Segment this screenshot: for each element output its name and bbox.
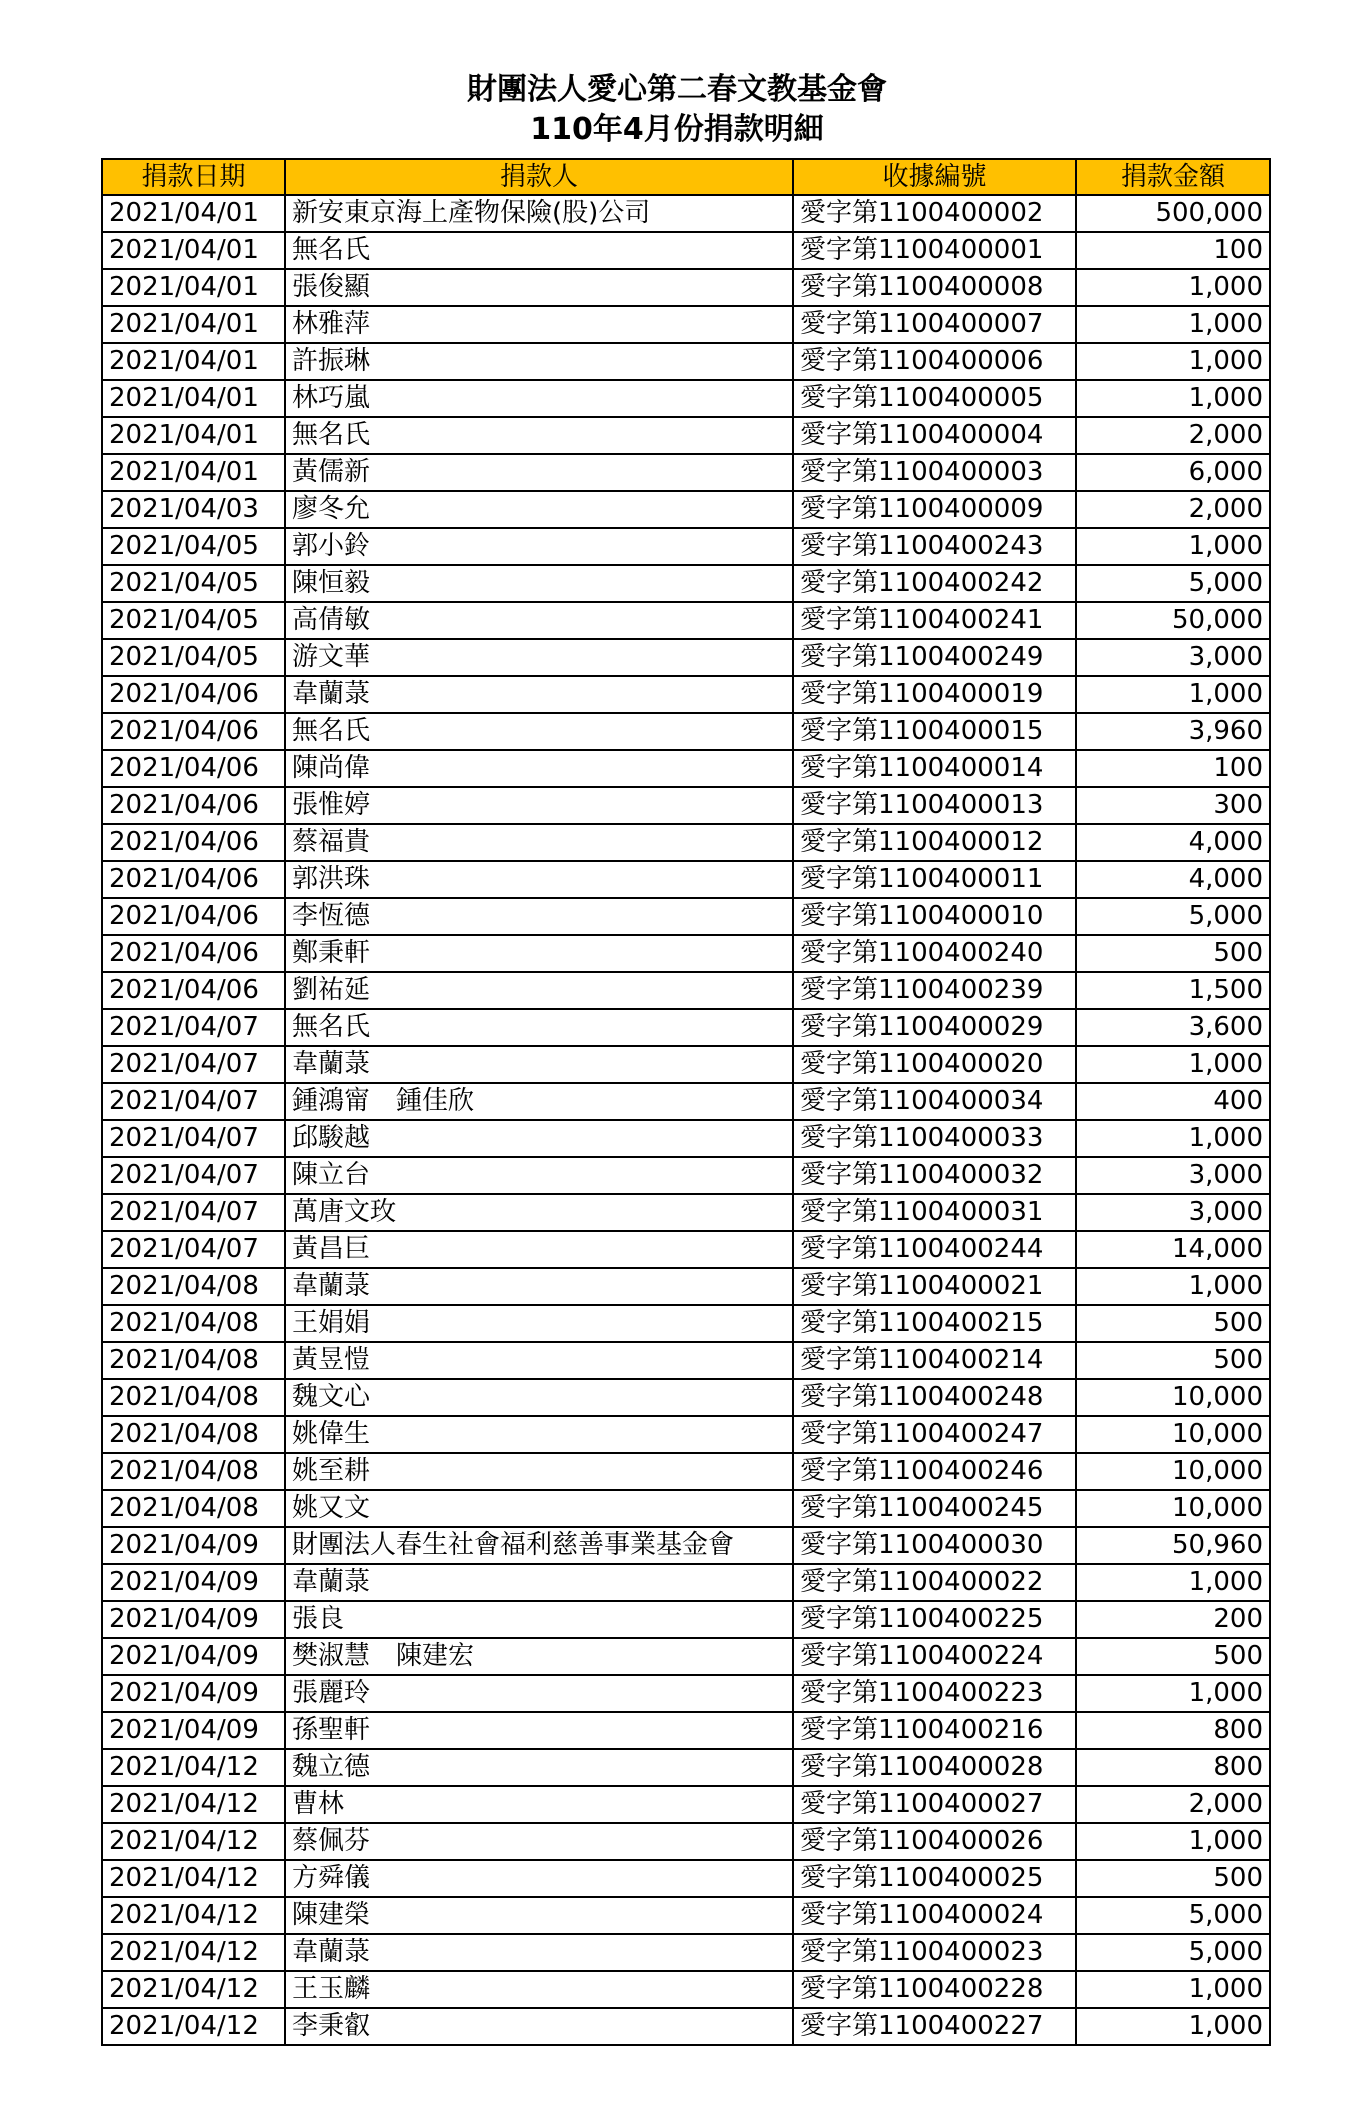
table-row — [102, 1268, 1270, 1305]
cell-date: 2021/04/09 — [102, 1564, 285, 1601]
cell-donor: 無名氏 — [285, 1009, 793, 1046]
cell-receipt-number: 愛字第1100400003 — [793, 454, 1076, 491]
cell-donor: 郭洪珠 — [285, 861, 793, 898]
table-body — [102, 195, 1270, 2045]
cell-date: 2021/04/05 — [102, 602, 285, 639]
cell-receipt-number: 愛字第1100400019 — [793, 676, 1076, 713]
cell-donor: 蔡福貴 — [285, 824, 793, 861]
cell-donor: 張俊顯 — [285, 269, 793, 306]
cell-amount: 500 — [1076, 1305, 1270, 1342]
cell-amount: 1,000 — [1076, 306, 1270, 343]
cell-amount: 500 — [1076, 1638, 1270, 1675]
cell-donor: 無名氏 — [285, 417, 793, 454]
cell-receipt-number: 愛字第1100400010 — [793, 898, 1076, 935]
table-row — [102, 1379, 1270, 1416]
cell-amount: 1,000 — [1076, 528, 1270, 565]
cell-receipt-number: 愛字第1100400029 — [793, 1009, 1076, 1046]
cell-amount: 1,000 — [1076, 676, 1270, 713]
cell-receipt-number: 愛字第1100400032 — [793, 1157, 1076, 1194]
cell-amount: 10,000 — [1076, 1416, 1270, 1453]
table-row — [102, 565, 1270, 602]
cell-receipt-number: 愛字第1100400012 — [793, 824, 1076, 861]
cell-amount: 1,000 — [1076, 380, 1270, 417]
cell-amount: 2,000 — [1076, 417, 1270, 454]
table-row — [102, 528, 1270, 565]
cell-date: 2021/04/06 — [102, 787, 285, 824]
cell-amount: 50,000 — [1076, 602, 1270, 639]
cell-receipt-number: 愛字第1100400024 — [793, 1897, 1076, 1934]
cell-date: 2021/04/07 — [102, 1231, 285, 1268]
table-row — [102, 676, 1270, 713]
table-row — [102, 232, 1270, 269]
header-donor: 捐款人 — [285, 159, 793, 195]
table-row — [102, 417, 1270, 454]
table-row — [102, 491, 1270, 528]
cell-date: 2021/04/06 — [102, 713, 285, 750]
cell-receipt-number: 愛字第1100400243 — [793, 528, 1076, 565]
cell-date: 2021/04/12 — [102, 1786, 285, 1823]
cell-date: 2021/04/08 — [102, 1342, 285, 1379]
cell-receipt-number: 愛字第1100400216 — [793, 1712, 1076, 1749]
table-row — [102, 602, 1270, 639]
cell-receipt-number: 愛字第1100400225 — [793, 1601, 1076, 1638]
table-row — [102, 1860, 1270, 1897]
cell-receipt-number: 愛字第1100400249 — [793, 639, 1076, 676]
cell-receipt-number: 愛字第1100400215 — [793, 1305, 1076, 1342]
header-receipt: 收據編號 — [793, 159, 1076, 195]
table-row — [102, 195, 1270, 232]
table-row — [102, 1157, 1270, 1194]
cell-date: 2021/04/07 — [102, 1120, 285, 1157]
cell-donor: 韋蘭菉 — [285, 1046, 793, 1083]
cell-date: 2021/04/05 — [102, 528, 285, 565]
cell-date: 2021/04/01 — [102, 269, 285, 306]
cell-donor: 魏立德 — [285, 1749, 793, 1786]
cell-receipt-number: 愛字第1100400244 — [793, 1231, 1076, 1268]
donation-table — [101, 158, 1271, 2046]
cell-date: 2021/04/07 — [102, 1194, 285, 1231]
table-row — [102, 972, 1270, 1009]
cell-donor: 張麗玲 — [285, 1675, 793, 1712]
cell-receipt-number: 愛字第1100400034 — [793, 1083, 1076, 1120]
cell-amount: 1,000 — [1076, 269, 1270, 306]
table-row — [102, 1749, 1270, 1786]
cell-date: 2021/04/01 — [102, 306, 285, 343]
cell-date: 2021/04/01 — [102, 195, 285, 232]
cell-receipt-number: 愛字第1100400023 — [793, 1934, 1076, 1971]
cell-receipt-number: 愛字第1100400027 — [793, 1786, 1076, 1823]
cell-date: 2021/04/06 — [102, 676, 285, 713]
cell-donor: 姚至耕 — [285, 1453, 793, 1490]
cell-receipt-number: 愛字第1100400031 — [793, 1194, 1076, 1231]
cell-donor: 樊淑慧 陳建宏 — [285, 1638, 793, 1675]
cell-amount: 500,000 — [1076, 195, 1270, 232]
cell-amount: 3,000 — [1076, 1157, 1270, 1194]
cell-amount: 500 — [1076, 1342, 1270, 1379]
cell-amount: 1,000 — [1076, 1120, 1270, 1157]
cell-receipt-number: 愛字第1100400214 — [793, 1342, 1076, 1379]
cell-amount: 400 — [1076, 1083, 1270, 1120]
cell-donor: 陳建榮 — [285, 1897, 793, 1934]
cell-donor: 韋蘭菉 — [285, 1934, 793, 1971]
cell-donor: 王玉麟 — [285, 1971, 793, 2008]
cell-date: 2021/04/06 — [102, 750, 285, 787]
cell-donor: 邱駿越 — [285, 1120, 793, 1157]
cell-donor: 黃昌巨 — [285, 1231, 793, 1268]
table-row — [102, 1675, 1270, 1712]
cell-date: 2021/04/12 — [102, 1897, 285, 1934]
cell-donor: 陳恒毅 — [285, 565, 793, 602]
cell-donor: 鄭秉軒 — [285, 935, 793, 972]
cell-donor: 李恆德 — [285, 898, 793, 935]
document-title: 財團法人愛心第二春文教基金會 — [467, 72, 887, 107]
cell-donor: 姚偉生 — [285, 1416, 793, 1453]
cell-donor: 張良 — [285, 1601, 793, 1638]
cell-date: 2021/04/01 — [102, 454, 285, 491]
cell-date: 2021/04/06 — [102, 824, 285, 861]
cell-donor: 高倩敏 — [285, 602, 793, 639]
table-header-row — [102, 159, 1270, 195]
cell-receipt-number: 愛字第1100400009 — [793, 491, 1076, 528]
cell-amount: 1,000 — [1076, 1564, 1270, 1601]
cell-donor: 許振琳 — [285, 343, 793, 380]
cell-amount: 500 — [1076, 1860, 1270, 1897]
cell-donor: 陳立台 — [285, 1157, 793, 1194]
cell-receipt-number: 愛字第1100400224 — [793, 1638, 1076, 1675]
table-row — [102, 1120, 1270, 1157]
cell-date: 2021/04/07 — [102, 1046, 285, 1083]
table-row — [102, 639, 1270, 676]
cell-date: 2021/04/12 — [102, 1823, 285, 1860]
cell-donor: 陳尚偉 — [285, 750, 793, 787]
cell-date: 2021/04/06 — [102, 898, 285, 935]
cell-date: 2021/04/08 — [102, 1268, 285, 1305]
cell-amount: 100 — [1076, 750, 1270, 787]
table-row — [102, 1305, 1270, 1342]
cell-donor: 魏文心 — [285, 1379, 793, 1416]
cell-amount: 500 — [1076, 935, 1270, 972]
document-subtitle: 110年4月份捐款明細 — [530, 112, 824, 147]
table-row — [102, 1823, 1270, 1860]
cell-amount: 5,000 — [1076, 1934, 1270, 1971]
cell-date: 2021/04/07 — [102, 1157, 285, 1194]
cell-date: 2021/04/09 — [102, 1638, 285, 1675]
cell-donor: 方舜儀 — [285, 1860, 793, 1897]
cell-amount: 1,000 — [1076, 1268, 1270, 1305]
cell-amount: 5,000 — [1076, 1897, 1270, 1934]
cell-donor: 韋蘭菉 — [285, 1564, 793, 1601]
cell-amount: 5,000 — [1076, 898, 1270, 935]
cell-receipt-number: 愛字第1100400008 — [793, 269, 1076, 306]
table-row — [102, 1897, 1270, 1934]
cell-donor: 萬唐文玫 — [285, 1194, 793, 1231]
cell-amount: 800 — [1076, 1749, 1270, 1786]
cell-donor: 曹林 — [285, 1786, 793, 1823]
cell-receipt-number: 愛字第1100400248 — [793, 1379, 1076, 1416]
cell-date: 2021/04/09 — [102, 1712, 285, 1749]
cell-donor: 林巧嵐 — [285, 380, 793, 417]
table-row — [102, 1231, 1270, 1268]
cell-amount: 3,000 — [1076, 1194, 1270, 1231]
cell-amount: 10,000 — [1076, 1379, 1270, 1416]
cell-donor: 黃儒新 — [285, 454, 793, 491]
table-row — [102, 1416, 1270, 1453]
cell-date: 2021/04/06 — [102, 972, 285, 1009]
cell-receipt-number: 愛字第1100400033 — [793, 1120, 1076, 1157]
table-row — [102, 935, 1270, 972]
table-row — [102, 1786, 1270, 1823]
cell-donor: 張惟婷 — [285, 787, 793, 824]
table-row — [102, 861, 1270, 898]
table-row — [102, 380, 1270, 417]
cell-donor: 無名氏 — [285, 232, 793, 269]
document-header — [0, 70, 1354, 150]
cell-date: 2021/04/07 — [102, 1009, 285, 1046]
table-row — [102, 824, 1270, 861]
cell-receipt-number: 愛字第1100400247 — [793, 1416, 1076, 1453]
cell-date: 2021/04/01 — [102, 343, 285, 380]
cell-date: 2021/04/03 — [102, 491, 285, 528]
cell-receipt-number: 愛字第1100400227 — [793, 2008, 1076, 2045]
cell-amount: 1,000 — [1076, 1823, 1270, 1860]
cell-date: 2021/04/09 — [102, 1527, 285, 1564]
header-amount: 捐款金額 — [1076, 159, 1270, 195]
table-row — [102, 1527, 1270, 1564]
cell-amount: 10,000 — [1076, 1490, 1270, 1527]
cell-amount: 10,000 — [1076, 1453, 1270, 1490]
cell-donor: 郭小鈴 — [285, 528, 793, 565]
table-row — [102, 1046, 1270, 1083]
table-row — [102, 343, 1270, 380]
header-date: 捐款日期 — [102, 159, 285, 195]
cell-receipt-number: 愛字第1100400240 — [793, 935, 1076, 972]
cell-amount: 100 — [1076, 232, 1270, 269]
cell-receipt-number: 愛字第1100400004 — [793, 417, 1076, 454]
cell-date: 2021/04/05 — [102, 639, 285, 676]
cell-receipt-number: 愛字第1100400011 — [793, 861, 1076, 898]
cell-receipt-number: 愛字第1100400246 — [793, 1453, 1076, 1490]
cell-date: 2021/04/12 — [102, 2008, 285, 2045]
table-row — [102, 1342, 1270, 1379]
cell-donor: 韋蘭菉 — [285, 676, 793, 713]
table-row — [102, 1934, 1270, 1971]
table-row — [102, 713, 1270, 750]
cell-donor: 李秉叡 — [285, 2008, 793, 2045]
cell-amount: 50,960 — [1076, 1527, 1270, 1564]
cell-receipt-number: 愛字第1100400030 — [793, 1527, 1076, 1564]
cell-amount: 4,000 — [1076, 824, 1270, 861]
table-row — [102, 1490, 1270, 1527]
cell-date: 2021/04/01 — [102, 380, 285, 417]
cell-amount: 1,000 — [1076, 343, 1270, 380]
table-row — [102, 269, 1270, 306]
cell-receipt-number: 愛字第1100400026 — [793, 1823, 1076, 1860]
cell-date: 2021/04/08 — [102, 1490, 285, 1527]
cell-amount: 1,000 — [1076, 2008, 1270, 2045]
cell-date: 2021/04/09 — [102, 1675, 285, 1712]
cell-receipt-number: 愛字第1100400223 — [793, 1675, 1076, 1712]
cell-donor: 財團法人春生社會福利慈善事業基金會 — [285, 1527, 793, 1564]
cell-receipt-number: 愛字第1100400001 — [793, 232, 1076, 269]
cell-amount: 200 — [1076, 1601, 1270, 1638]
cell-donor: 黃昱愷 — [285, 1342, 793, 1379]
cell-date: 2021/04/06 — [102, 861, 285, 898]
cell-receipt-number: 愛字第1100400242 — [793, 565, 1076, 602]
cell-date: 2021/04/01 — [102, 417, 285, 454]
table-row — [102, 1971, 1270, 2008]
table-row — [102, 1083, 1270, 1120]
table-row — [102, 1712, 1270, 1749]
cell-donor: 姚又文 — [285, 1490, 793, 1527]
table-row — [102, 898, 1270, 935]
cell-amount: 1,000 — [1076, 1971, 1270, 2008]
cell-donor: 林雅萍 — [285, 306, 793, 343]
cell-amount: 3,960 — [1076, 713, 1270, 750]
cell-date: 2021/04/12 — [102, 1971, 285, 2008]
cell-receipt-number: 愛字第1100400014 — [793, 750, 1076, 787]
cell-donor: 鍾鴻甯 鍾佳欣 — [285, 1083, 793, 1120]
cell-receipt-number: 愛字第1100400013 — [793, 787, 1076, 824]
cell-receipt-number: 愛字第1100400241 — [793, 602, 1076, 639]
cell-donor: 孫聖軒 — [285, 1712, 793, 1749]
cell-receipt-number: 愛字第1100400021 — [793, 1268, 1076, 1305]
cell-amount: 1,500 — [1076, 972, 1270, 1009]
cell-receipt-number: 愛字第1100400002 — [793, 195, 1076, 232]
table-row — [102, 1453, 1270, 1490]
cell-receipt-number: 愛字第1100400239 — [793, 972, 1076, 1009]
table-row — [102, 454, 1270, 491]
table-row — [102, 306, 1270, 343]
table-row — [102, 1601, 1270, 1638]
cell-date: 2021/04/05 — [102, 565, 285, 602]
table-row — [102, 2008, 1270, 2045]
cell-amount: 3,600 — [1076, 1009, 1270, 1046]
table-row — [102, 1194, 1270, 1231]
cell-date: 2021/04/12 — [102, 1860, 285, 1897]
cell-receipt-number: 愛字第1100400006 — [793, 343, 1076, 380]
cell-receipt-number: 愛字第1100400020 — [793, 1046, 1076, 1083]
cell-date: 2021/04/09 — [102, 1601, 285, 1638]
cell-date: 2021/04/12 — [102, 1934, 285, 1971]
table-row — [102, 1638, 1270, 1675]
cell-date: 2021/04/12 — [102, 1749, 285, 1786]
cell-amount: 6,000 — [1076, 454, 1270, 491]
cell-donor: 游文華 — [285, 639, 793, 676]
cell-amount: 1,000 — [1076, 1046, 1270, 1083]
cell-date: 2021/04/07 — [102, 1083, 285, 1120]
cell-donor: 韋蘭菉 — [285, 1268, 793, 1305]
cell-date: 2021/04/08 — [102, 1416, 285, 1453]
cell-donor: 新安東京海上產物保險(股)公司 — [285, 195, 793, 232]
table-row — [102, 1564, 1270, 1601]
cell-receipt-number: 愛字第1100400007 — [793, 306, 1076, 343]
cell-donor: 王娟娟 — [285, 1305, 793, 1342]
cell-receipt-number: 愛字第1100400025 — [793, 1860, 1076, 1897]
cell-date: 2021/04/08 — [102, 1379, 285, 1416]
cell-amount: 2,000 — [1076, 1786, 1270, 1823]
cell-amount: 3,000 — [1076, 639, 1270, 676]
cell-amount: 800 — [1076, 1712, 1270, 1749]
cell-receipt-number: 愛字第1100400005 — [793, 380, 1076, 417]
cell-receipt-number: 愛字第1100400022 — [793, 1564, 1076, 1601]
table-row — [102, 750, 1270, 787]
cell-date: 2021/04/08 — [102, 1305, 285, 1342]
cell-receipt-number: 愛字第1100400028 — [793, 1749, 1076, 1786]
cell-donor: 無名氏 — [285, 713, 793, 750]
cell-amount: 14,000 — [1076, 1231, 1270, 1268]
cell-date: 2021/04/01 — [102, 232, 285, 269]
cell-donor: 廖冬允 — [285, 491, 793, 528]
cell-date: 2021/04/06 — [102, 935, 285, 972]
cell-donor: 劉祐延 — [285, 972, 793, 1009]
cell-donor: 蔡佩芬 — [285, 1823, 793, 1860]
cell-amount: 1,000 — [1076, 1675, 1270, 1712]
cell-amount: 5,000 — [1076, 565, 1270, 602]
cell-receipt-number: 愛字第1100400015 — [793, 713, 1076, 750]
cell-receipt-number: 愛字第1100400228 — [793, 1971, 1076, 2008]
cell-amount: 2,000 — [1076, 491, 1270, 528]
cell-amount: 300 — [1076, 787, 1270, 824]
cell-receipt-number: 愛字第1100400245 — [793, 1490, 1076, 1527]
table-row — [102, 787, 1270, 824]
cell-amount: 4,000 — [1076, 861, 1270, 898]
cell-date: 2021/04/08 — [102, 1453, 285, 1490]
table-row — [102, 1009, 1270, 1046]
